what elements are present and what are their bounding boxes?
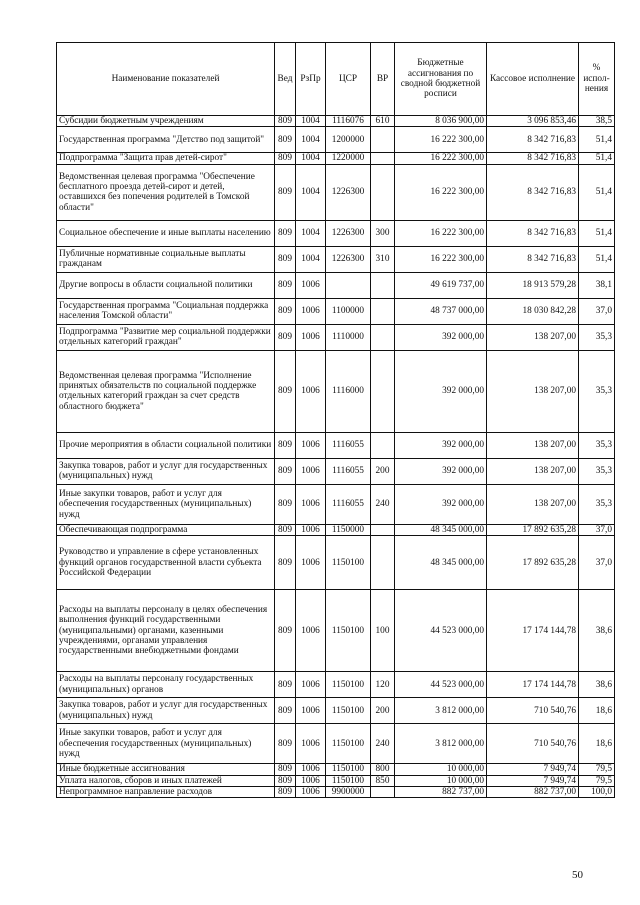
cell-vr [371,787,395,798]
header-percent: % испол-нения [579,43,615,116]
cell-name: Социальное обеспечение и иные выплаты населению [57,220,275,246]
cell-name: Иные бюджетные ассигнования [57,764,275,775]
cell-csr: 1110000 [326,324,371,350]
cell-budget: 16 222 300,00 [395,153,487,164]
cell-vr [371,153,395,164]
cell-vr [371,298,395,324]
cell-budget: 392 000,00 [395,484,487,524]
cell-vr: 240 [371,724,395,764]
cell-vr: 310 [371,246,395,272]
cell-name: Уплата налогов, сборов и иных платежей [57,775,275,786]
cell-percent: 100,0 [579,787,615,798]
cell-percent: 79,5 [579,775,615,786]
table-row [57,672,615,698]
table-row [57,272,615,298]
cell-csr: 1116055 [326,458,371,484]
cell-rzpr: 1006 [296,672,326,698]
table-row [57,350,615,432]
cell-ved: 809 [275,672,296,698]
cell-cash: 17 892 635,28 [487,536,579,590]
cell-ved: 809 [275,220,296,246]
cell-percent: 35,3 [579,432,615,458]
header-name: Наименование показателей [57,43,275,116]
cell-ved: 809 [275,116,296,127]
cell-ved: 809 [275,324,296,350]
cell-csr: 1116055 [326,432,371,458]
cell-name: Иные закупки товаров, работ и услуг для обеспечения государственных (муниципальных) нужд [57,484,275,524]
cell-budget: 10 000,00 [395,764,487,775]
cell-rzpr: 1004 [296,153,326,164]
cell-csr: 1150100 [326,698,371,724]
cell-percent: 18,6 [579,724,615,764]
cell-cash: 138 207,00 [487,432,579,458]
header-rzpr: РзПр [296,43,326,116]
cell-budget: 48 737 000,00 [395,298,487,324]
cell-cash: 138 207,00 [487,484,579,524]
cell-name: Государственная программа "Детство под защитой" [57,127,275,153]
cell-vr [371,432,395,458]
cell-name: Расходы на выплаты персоналу государственных (муниципальных) органов [57,672,275,698]
cell-cash: 882 737,00 [487,787,579,798]
cell-percent: 38,6 [579,590,615,672]
header-ved: Вед [275,43,296,116]
cell-rzpr: 1006 [296,724,326,764]
header-cash: Кассовое исполнение [487,43,579,116]
table-row [57,524,615,535]
cell-csr: 1150100 [326,536,371,590]
header-csr: ЦСР [326,43,371,116]
table-row [57,724,615,764]
cell-ved: 809 [275,724,296,764]
cell-percent: 51,4 [579,246,615,272]
cell-name: Подпрограмма "Развитие мер социальной поддержки отдельных категорий граждан" [57,324,275,350]
cell-cash: 7 949,74 [487,775,579,786]
table-row [57,116,615,127]
cell-name: Закупка товаров, работ и услуг для государственных (муниципальных) нужд [57,698,275,724]
table-header-row [57,43,615,116]
cell-budget: 16 222 300,00 [395,127,487,153]
cell-cash: 138 207,00 [487,458,579,484]
cell-ved: 809 [275,484,296,524]
cell-name: Другие вопросы в области социальной политики [57,272,275,298]
cell-vr: 610 [371,116,395,127]
cell-ved: 809 [275,590,296,672]
cell-ved: 809 [275,536,296,590]
cell-cash: 710 540,76 [487,698,579,724]
cell-cash: 8 342 716,83 [487,246,579,272]
cell-rzpr: 1004 [296,164,326,220]
cell-vr [371,350,395,432]
header-budget: Бюджетные ассигнования по сводной бюджетной росписи [395,43,487,116]
cell-name: Государственная программа "Социальная поддержка населения Томской области" [57,298,275,324]
cell-ved: 809 [275,458,296,484]
cell-vr [371,324,395,350]
cell-rzpr: 1006 [296,458,326,484]
cell-rzpr: 1006 [296,272,326,298]
cell-percent: 51,4 [579,164,615,220]
cell-rzpr: 1006 [296,775,326,786]
cell-csr: 1150100 [326,724,371,764]
cell-percent: 51,4 [579,127,615,153]
cell-vr: 100 [371,590,395,672]
cell-rzpr: 1006 [296,432,326,458]
table-row [57,484,615,524]
cell-percent: 37,0 [579,298,615,324]
cell-rzpr: 1006 [296,298,326,324]
page-number: 50 [572,869,583,881]
cell-csr: 1150100 [326,672,371,698]
cell-percent: 35,3 [579,350,615,432]
table-row [57,127,615,153]
cell-budget: 44 523 000,00 [395,672,487,698]
cell-rzpr: 1006 [296,764,326,775]
cell-budget: 392 000,00 [395,432,487,458]
cell-ved: 809 [275,272,296,298]
cell-cash: 7 949,74 [487,764,579,775]
cell-ved: 809 [275,350,296,432]
cell-percent: 79,5 [579,764,615,775]
cell-vr [371,524,395,535]
cell-rzpr: 1006 [296,324,326,350]
cell-rzpr: 1006 [296,350,326,432]
table-row [57,764,615,775]
cell-cash: 18 913 579,28 [487,272,579,298]
cell-ved: 809 [275,524,296,535]
cell-name: Непрограммное направление расходов [57,787,275,798]
cell-vr: 200 [371,698,395,724]
table-row [57,164,615,220]
cell-name: Ведомственная целевая программа "Обеспечение бесплатного проезда детей-сирот и детей, оставшихся без попечения родителей в Томской области" [57,164,275,220]
cell-percent: 38,6 [579,672,615,698]
table-row [57,324,615,350]
cell-csr: 1226300 [326,220,371,246]
table-body [57,116,615,798]
cell-vr: 200 [371,458,395,484]
cell-percent: 38,1 [579,272,615,298]
cell-rzpr: 1006 [296,536,326,590]
cell-rzpr: 1006 [296,590,326,672]
cell-ved: 809 [275,164,296,220]
cell-name: Руководство и управление в сфере установленных функций органов государственной власти субъекта Российской Федерации [57,536,275,590]
cell-cash: 17 174 144,78 [487,672,579,698]
cell-csr: 1100000 [326,298,371,324]
table-row [57,787,615,798]
cell-csr: 1220000 [326,153,371,164]
cell-percent: 37,0 [579,524,615,535]
table-row [57,153,615,164]
cell-name: Обеспечивающая подпрограмма [57,524,275,535]
cell-budget: 44 523 000,00 [395,590,487,672]
cell-ved: 809 [275,775,296,786]
cell-csr: 1226300 [326,246,371,272]
cell-csr: 1150100 [326,775,371,786]
cell-budget: 48 345 000,00 [395,536,487,590]
cell-budget: 3 812 000,00 [395,724,487,764]
cell-vr [371,127,395,153]
cell-ved: 809 [275,787,296,798]
cell-rzpr: 1004 [296,246,326,272]
table-row [57,590,615,672]
cell-percent: 35,3 [579,324,615,350]
report-sheet [56,42,614,798]
cell-vr: 300 [371,220,395,246]
cell-vr: 800 [371,764,395,775]
cell-vr [371,164,395,220]
cell-name: Субсидии бюджетным учреждениям [57,116,275,127]
cell-budget: 49 619 737,00 [395,272,487,298]
cell-percent: 18,6 [579,698,615,724]
cell-csr: 1150000 [326,524,371,535]
cell-rzpr: 1006 [296,698,326,724]
cell-csr: 9900000 [326,787,371,798]
cell-name: Прочие мероприятия в области социальной политики [57,432,275,458]
cell-percent: 35,3 [579,458,615,484]
table-row [57,458,615,484]
cell-ved: 809 [275,764,296,775]
cell-csr: 1116055 [326,484,371,524]
cell-ved: 809 [275,432,296,458]
cell-ved: 809 [275,153,296,164]
cell-cash: 17 174 144,78 [487,590,579,672]
cell-percent: 51,4 [579,153,615,164]
header-vr: ВР [371,43,395,116]
cell-rzpr: 1006 [296,484,326,524]
cell-cash: 8 342 716,83 [487,153,579,164]
table-row [57,698,615,724]
cell-cash: 138 207,00 [487,350,579,432]
cell-rzpr: 1006 [296,787,326,798]
cell-rzpr: 1004 [296,127,326,153]
cell-vr: 240 [371,484,395,524]
cell-budget: 10 000,00 [395,775,487,786]
cell-rzpr: 1006 [296,524,326,535]
cell-csr [326,272,371,298]
cell-budget: 392 000,00 [395,458,487,484]
table-row [57,536,615,590]
cell-rzpr: 1004 [296,116,326,127]
cell-cash: 8 342 716,83 [487,164,579,220]
cell-vr [371,272,395,298]
cell-ved: 809 [275,127,296,153]
cell-budget: 16 222 300,00 [395,164,487,220]
cell-name: Публичные нормативные социальные выплаты гражданам [57,246,275,272]
cell-budget: 392 000,00 [395,324,487,350]
cell-csr: 1226300 [326,164,371,220]
budget-execution-table [56,42,615,798]
cell-name: Ведомственная целевая программа "Исполнение принятых обязательств по социальной поддержке отдельных категорий граждан за счет средств областного бюджета" [57,350,275,432]
cell-rzpr: 1004 [296,220,326,246]
cell-budget: 16 222 300,00 [395,246,487,272]
table-row [57,220,615,246]
cell-cash: 17 892 635,28 [487,524,579,535]
cell-percent: 38,5 [579,116,615,127]
cell-cash: 710 540,76 [487,724,579,764]
cell-ved: 809 [275,698,296,724]
cell-cash: 138 207,00 [487,324,579,350]
cell-vr [371,536,395,590]
cell-csr: 1200000 [326,127,371,153]
cell-budget: 16 222 300,00 [395,220,487,246]
table-row [57,775,615,786]
table-row [57,298,615,324]
cell-name: Закупка товаров, работ и услуг для государственных (муниципальных) нужд [57,458,275,484]
cell-csr: 1116076 [326,116,371,127]
cell-cash: 18 030 842,28 [487,298,579,324]
cell-ved: 809 [275,298,296,324]
cell-percent: 37,0 [579,536,615,590]
cell-cash: 8 342 716,83 [487,127,579,153]
cell-budget: 392 000,00 [395,350,487,432]
cell-vr: 120 [371,672,395,698]
cell-name: Подпрограмма "Защита прав детей-сирот" [57,153,275,164]
cell-budget: 48 345 000,00 [395,524,487,535]
cell-name: Расходы на выплаты персоналу в целях обеспечения выполнения функций государственными (муниципальными) органами, казенными учреждениями, органами управления государственными внебюджетными фондами [57,590,275,672]
cell-budget: 8 036 900,00 [395,116,487,127]
cell-csr: 1150100 [326,590,371,672]
table-row [57,246,615,272]
cell-csr: 1116000 [326,350,371,432]
table-row [57,432,615,458]
cell-budget: 3 812 000,00 [395,698,487,724]
cell-csr: 1150100 [326,764,371,775]
cell-vr: 850 [371,775,395,786]
cell-cash: 3 096 853,46 [487,116,579,127]
cell-name: Иные закупки товаров, работ и услуг для обеспечения государственных (муниципальных) нужд [57,724,275,764]
cell-percent: 35,3 [579,484,615,524]
cell-percent: 51,4 [579,220,615,246]
cell-ved: 809 [275,246,296,272]
cell-budget: 882 737,00 [395,787,487,798]
cell-cash: 8 342 716,83 [487,220,579,246]
